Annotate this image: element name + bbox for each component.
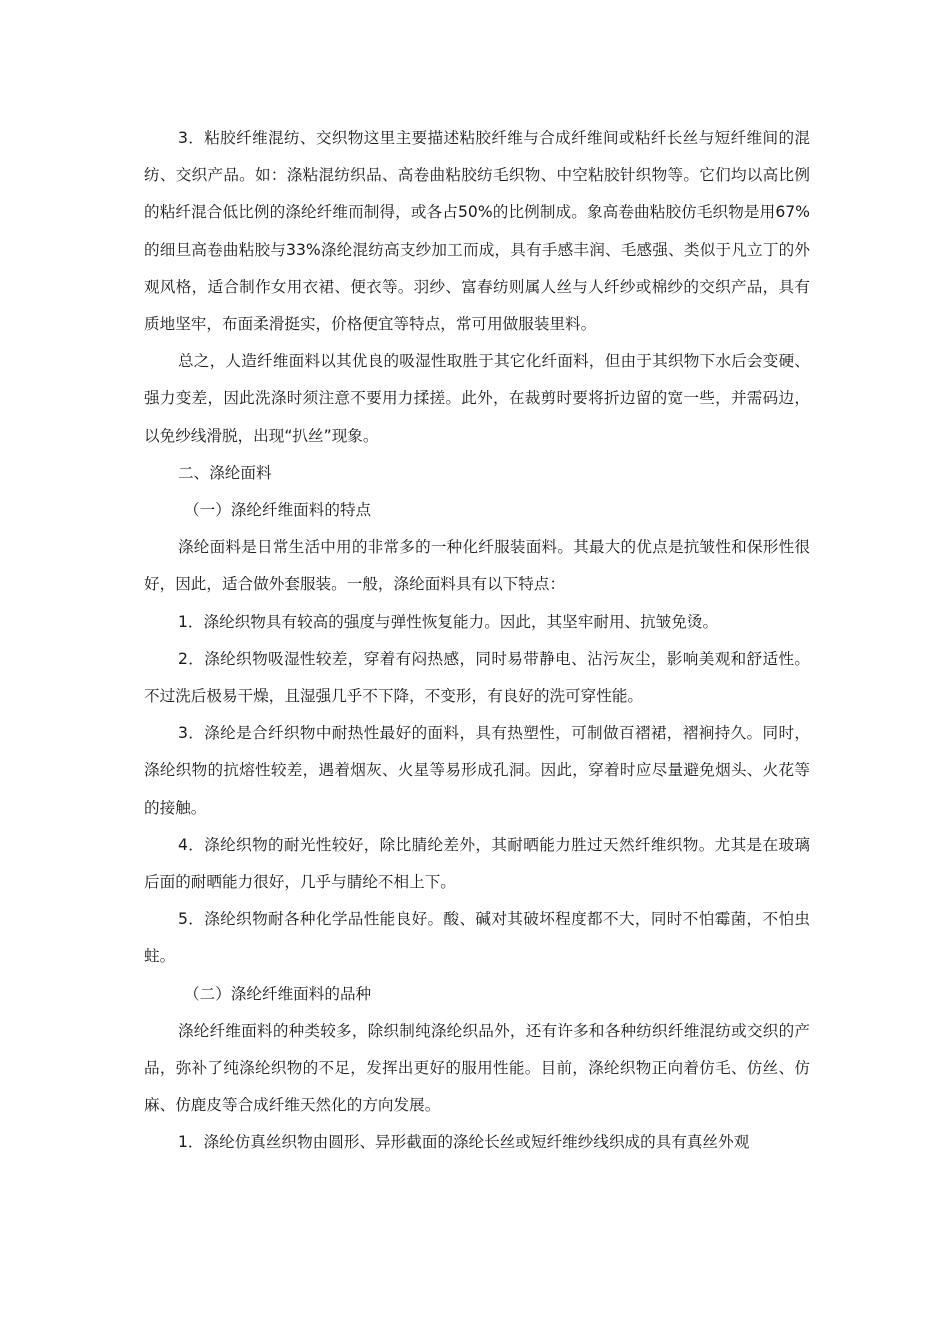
paragraph-varieties-intro: 涤纶纤维面料的种类较多，除织制纯涤纶织品外，还有许多和各种纺织纤维混纺或交织的产品，弥补了纯涤纶织物的不足，发挥出更好的服用性能。目前，涤纶织物正向着仿毛、仿丝、仿麻、仿鹿皮等合成纤维天然化的方向发展。 bbox=[144, 1021, 810, 1115]
list-item-feature-3: 3．涤纶是合纤织物中耐热性最好的面料，具有热塑性，可制做百褶裙，褶裥持久。同时，涤纶织物的抗熔性较差，遇着烟灰、火星等易形成孔洞。因此，穿着时应尽量避免烟头、火花等的接触。 bbox=[144, 724, 810, 817]
subsection-heading-varieties: （二）涤纶纤维面料的品种 bbox=[184, 984, 372, 1003]
list-item-variety-1: 1．涤纶仿真丝织物由圆形、异形截面的涤纶长丝或短纤维纱线织成的具有真丝外观 bbox=[178, 1133, 750, 1152]
subsection-heading-features: （一）涤纶纤维面料的特点 bbox=[184, 501, 372, 520]
paragraph-polyester-intro: 涤纶面料是日常生活中用的非常多的一种化纤服装面料。其最大的优点是抗皱性和保形性很好，因此，适合做外套服装。一般，涤纶面料具有以下特点： bbox=[144, 538, 810, 594]
list-item-feature-2: 2．涤纶织物吸湿性较差，穿着有闷热感，同时易带静电、沾污灰尘，影响美观和舒适性。不过洗后极易干燥，且湿强几乎不下降，不变形，有良好的洗可穿性能。 bbox=[144, 649, 810, 706]
list-item-feature-4: 4．涤纶织物的耐光性较好，除比腈纶差外，其耐晒能力胜过天然纤维织物。尤其是在玻璃后面的耐晒能力很好，几乎与腈纶不相上下。 bbox=[144, 835, 810, 892]
list-item-feature-1: 1．涤纶织物具有较高的强度与弹性恢复能力。因此，其坚牢耐用、抗皱免烫。 bbox=[178, 612, 719, 631]
list-item-feature-5: 5．涤纶织物耐各种化学品性能良好。酸、碱对其破坏程度都不大，同时不怕霉菌，不怕虫蛀。 bbox=[144, 910, 810, 966]
paragraph-viscose-blends: 3．粘胶纤维混纺、交织物这里主要描述粘胶纤维与合成纤维间或粘纤长丝与短纤维间的混纺、交织产品。如：涤粘混纺织品、高卷曲粘胶纺毛织物、中空粘胶针织物等。它们均以高比例的粘纤混合低比例的涤纶纤维而制得，或各占50%的比例制成。象高卷曲粘胶仿毛织物是用67%的细旦高卷曲粘胶与33%涤纶混纺高支纱加工而成，具有手感丰润、毛感强、类似于凡立丁的外观风格，适合制作女用衣裙、便衣等。羽纱、富春纺则属人丝与人纤纱或棉纱的交织产品，具有质地坚牢，布面柔滑挺实，价格便宜等特点，常可用做服装里料。 bbox=[144, 129, 810, 334]
paragraph-summary: 总之，人造纤维面料以其优良的吸湿性取胜于其它化纤面料，但由于其织物下水后会变硬、强力变差，因此洗涤时须注意不要用力揉搓。此外，在裁剪时要将折边留的宽一些，并需码边，以免纱线滑脱，出现“扒丝”现象。 bbox=[144, 352, 810, 445]
section-heading-polyester: 二、涤纶面料 bbox=[178, 463, 272, 482]
document-body bbox=[144, 120, 810, 1162]
